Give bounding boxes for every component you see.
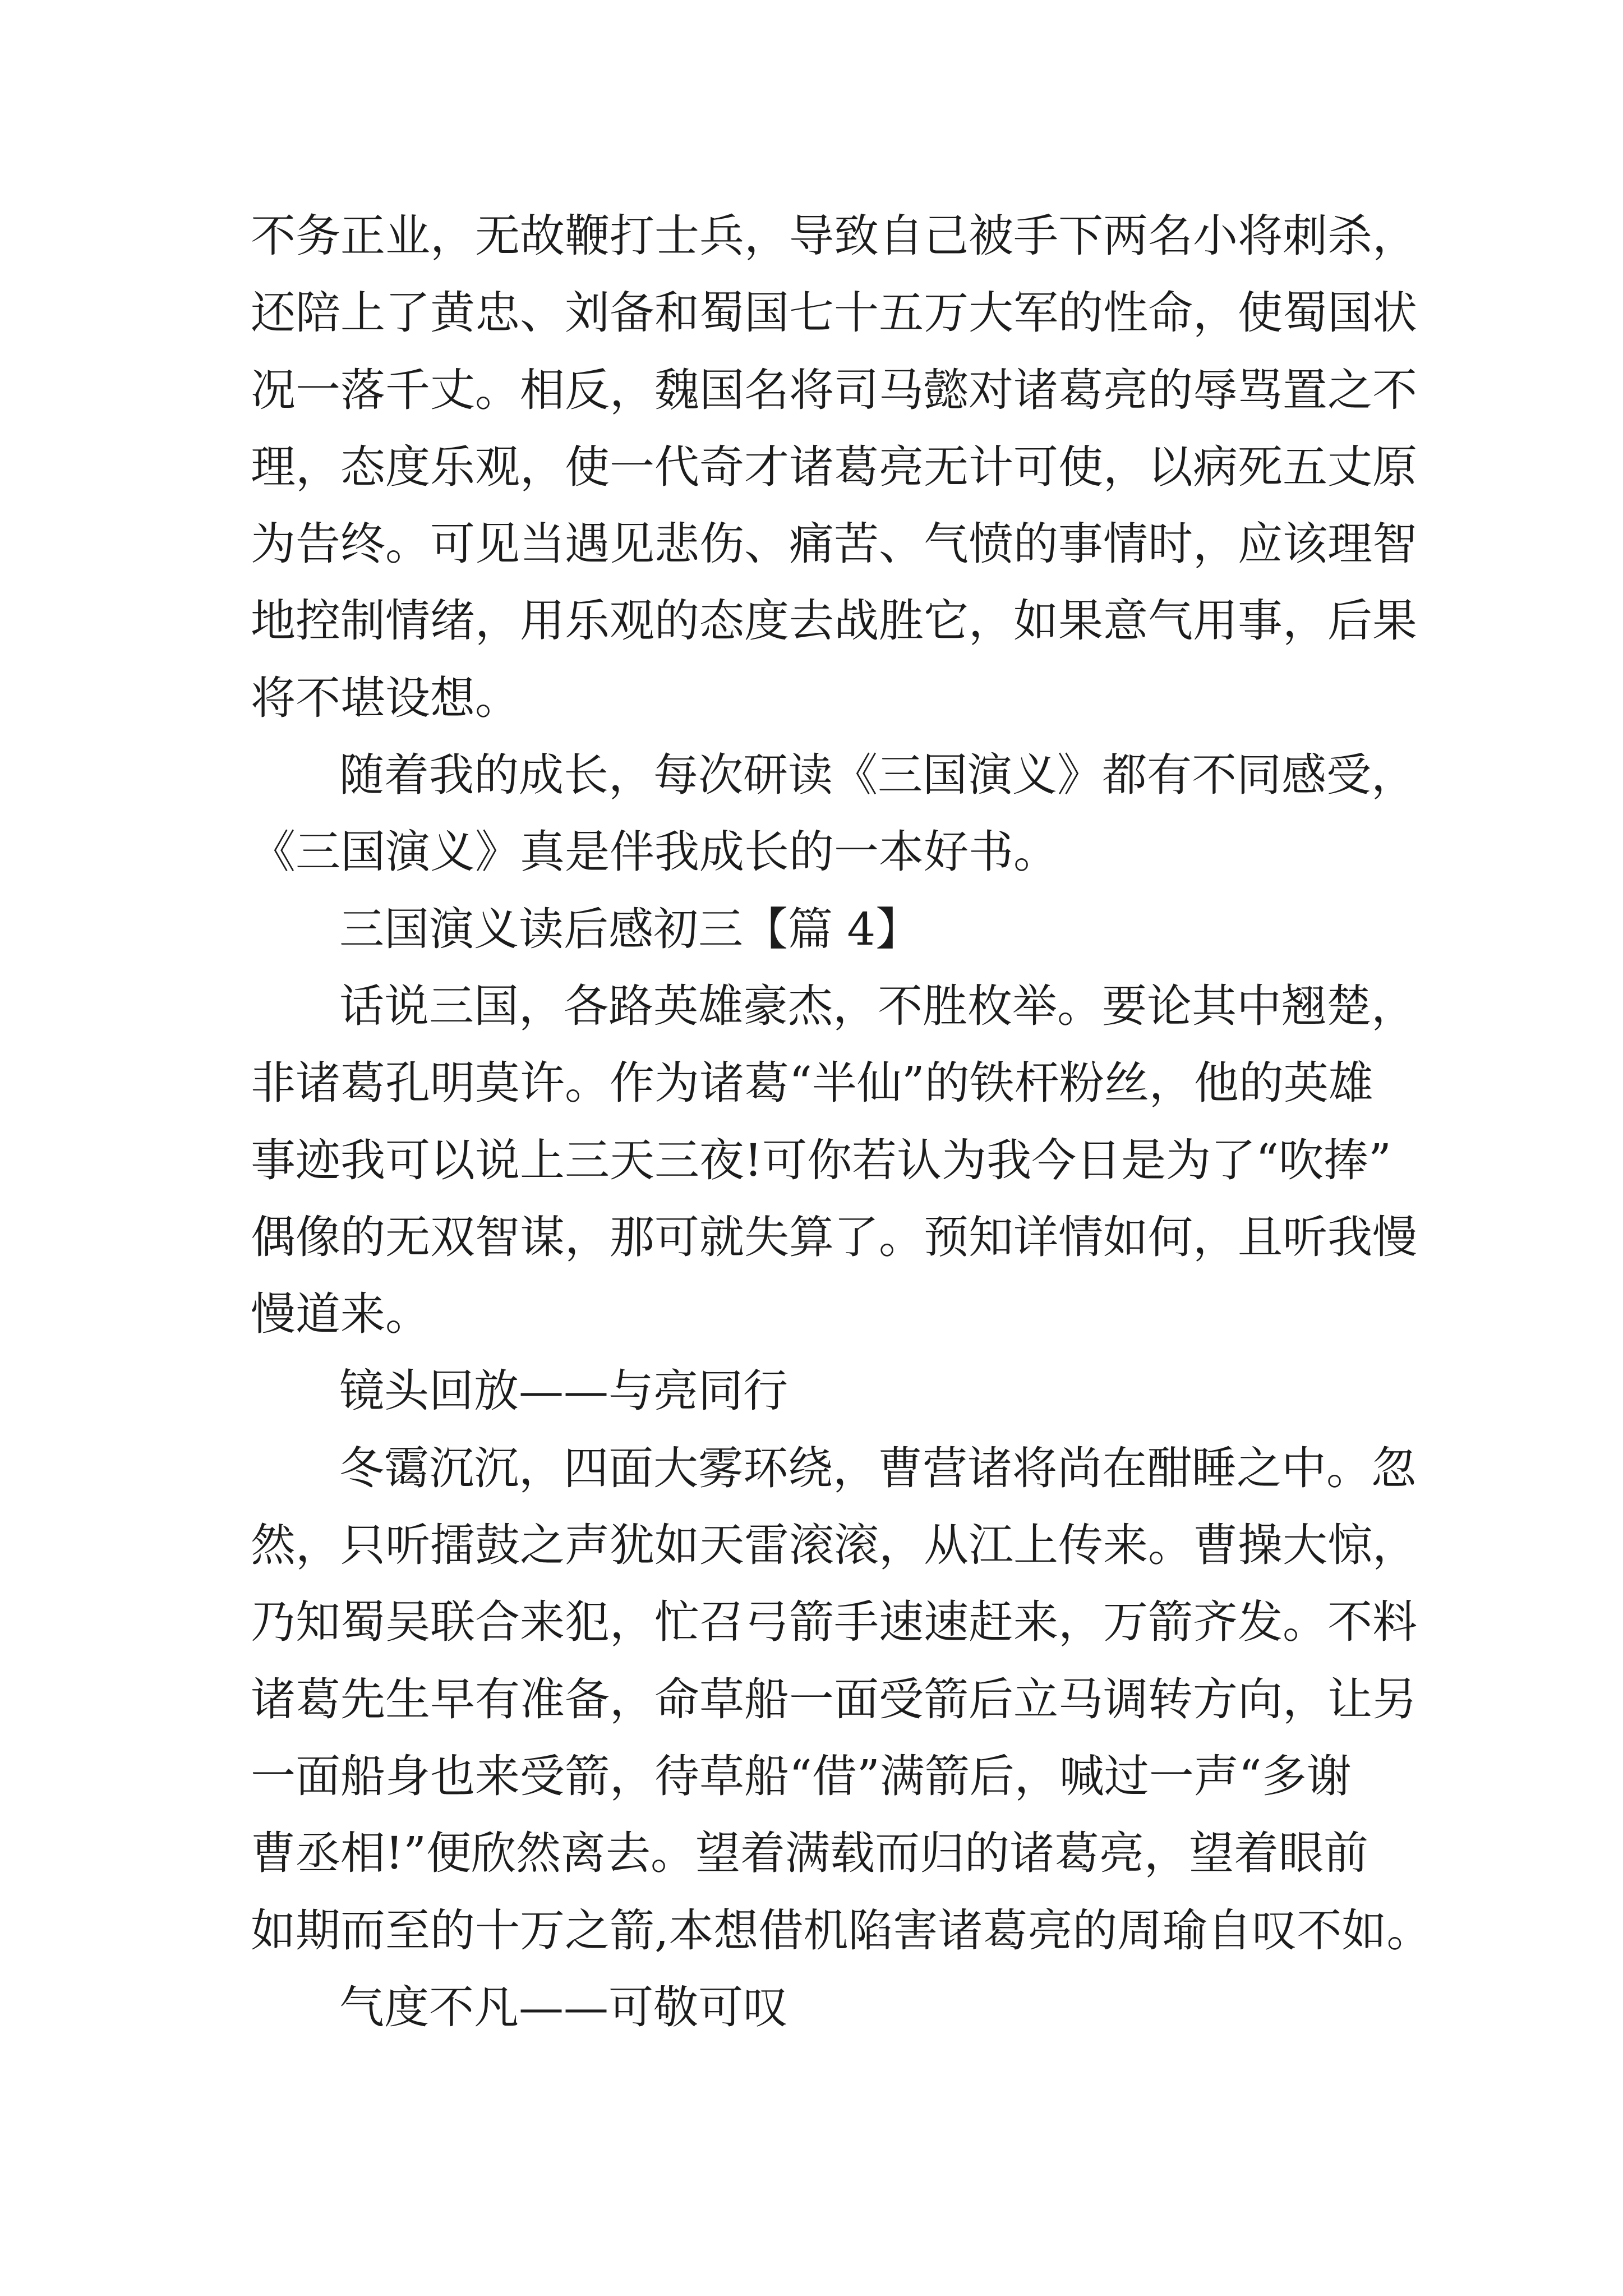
paragraph [251,968,1541,1352]
text-line: 如期而至的十万之箭,本想借机陷害诸葛亮的周瑜自叹不如。 [251,1904,1432,1957]
text-line: 《三国演义》真是伴我成长的一本好书。 [251,826,1058,878]
text-line: 诸葛先生早有准备，命草船一面受箭后立马调转方向，让另 [251,1673,1417,1726]
subheading-text: 镜头回放——与亮同行 [339,1365,788,1418]
text-line: 曹丞相!”便欣然离去。望着满载而归的诸葛亮，望着眼前 [251,1827,1369,1880]
text-line: 一面船身也来受箭，待草船“借”满箭后，喊过一声“多谢 [251,1750,1352,1802]
text-line: 话说三国，各路英雄豪杰，不胜枚举。要论其中翘楚， [339,979,1416,1032]
heading-text: 三国演义读后感初三【篇 4】 [339,903,921,955]
text-line: 偶像的无双智谋，那可就失算了。预知详情如何，且听我慢 [251,1211,1417,1263]
text-line: 随着我的成长，每次研读《三国演义》都有不同感受， [339,749,1416,802]
paragraph [251,737,1541,891]
text-line: 为告终。可见当遇见悲伤、痛苦、气愤的事情时，应该理智 [251,518,1417,570]
text-line: 事迹我可以说上三天三夜!可你若认为我今日是为了“吹捧” [251,1134,1391,1186]
text-line: 冬霭沉沉，四面大雾环绕，曹营诸将尚在酣睡之中。忽 [339,1442,1416,1494]
text-line: 况一落千丈。相反，魏国名将司马懿对诸葛亮的辱骂置之不 [251,364,1417,416]
text-line: 理，态度乐观，使一代奇才诸葛亮无计可使，以病死五丈原 [251,440,1417,493]
subheading [251,1352,1541,1429]
text-line: 然，只听擂鼓之声犹如天雷滚滚，从江上传来。曹操大惊， [251,1519,1417,1572]
document-body [251,197,1541,2046]
text-line: 非诸葛孔明莫许。作为诸葛“半仙”的铁杆粉丝，他的英雄 [251,1057,1373,1110]
text-line: 慢道来。 [251,1288,430,1341]
text-line: 不务正业，无故鞭打士兵，导致自己被手下两名小将刺杀， [251,210,1417,262]
paragraph-continued [251,197,1541,737]
text-line: 乃知蜀吴联合来犯，忙召弓箭手速速赶来，万箭齐发。不料 [251,1596,1417,1649]
subheading [251,1969,1541,2046]
text-line: 地控制情绪，用乐观的态度去战胜它，如果意气用事，后果 [251,595,1417,647]
text-line: 将不堪设想。 [251,671,520,724]
text-line: 还陪上了黄忠、刘备和蜀国七十五万大军的性命，使蜀国状 [251,287,1417,339]
paragraph [251,1430,1541,1969]
subheading-text: 气度不凡——可敬可叹 [339,1981,788,2033]
section-heading [251,891,1541,968]
